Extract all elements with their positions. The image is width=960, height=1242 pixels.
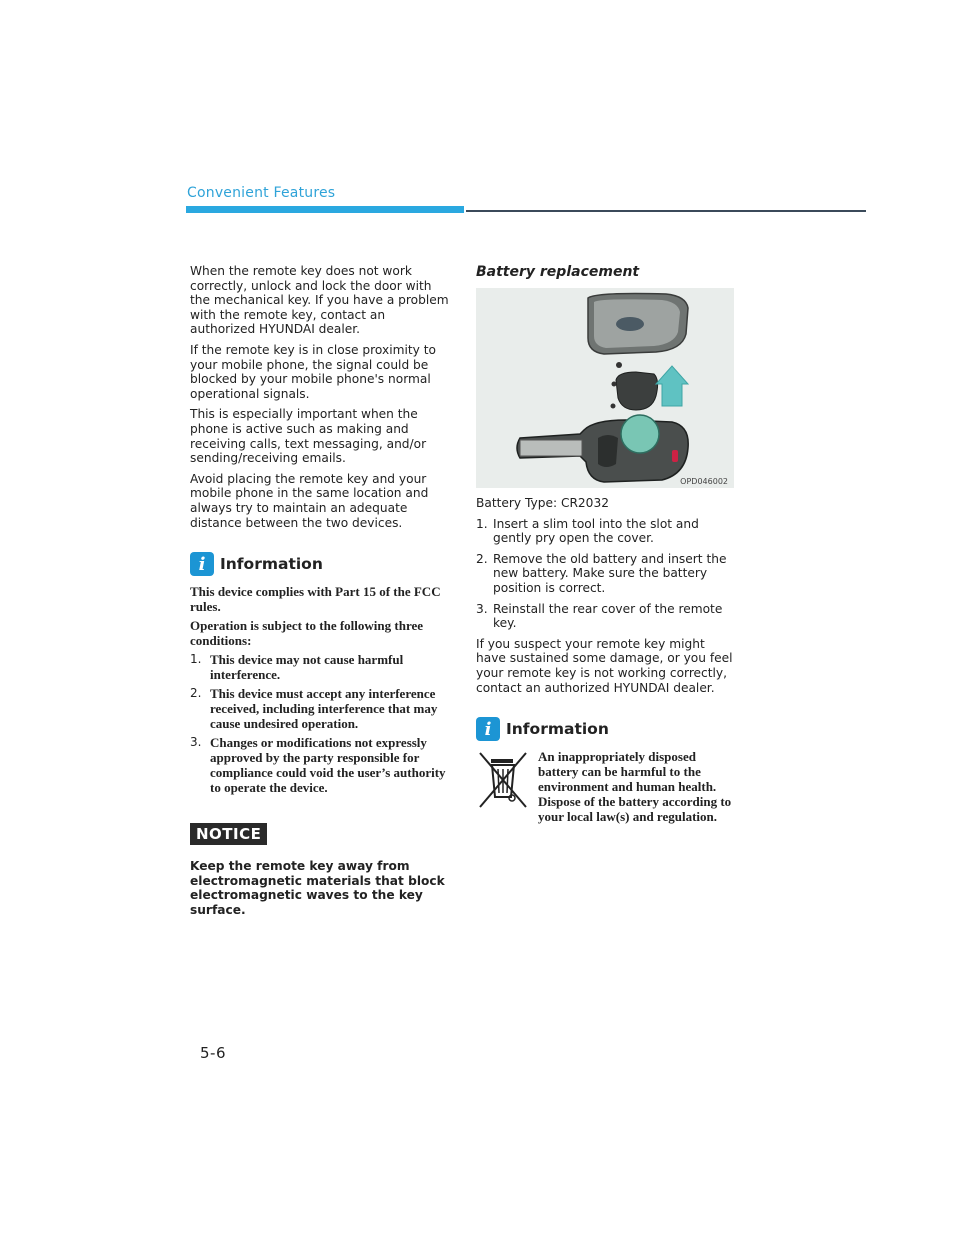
step-number: 3. (476, 601, 488, 616)
page-number: 5-6 (200, 1044, 226, 1062)
header-accent-bar (186, 206, 464, 213)
remote-key-illustration (476, 288, 734, 488)
step-text: Remove the old battery and insert the new battery. Make sure the battery position is correct. (493, 551, 727, 595)
step-number: 1. (476, 516, 488, 531)
list-number: 1. (190, 652, 202, 667)
step-text: Reinstall the rear cover of the remote key. (493, 601, 723, 631)
left-column (190, 264, 452, 917)
list-text: Changes or modifications not expressly approved by the party responsible for compliance could void the user’s authority to operate the device. (210, 735, 446, 796)
battery-type: Battery Type: CR2032 (476, 496, 609, 510)
list-number: 3. (190, 735, 202, 750)
list-item (190, 686, 452, 731)
info-paragraph: This device complies with Part 15 of the FCC rules. (190, 584, 441, 615)
header-rule (466, 210, 866, 212)
battery-replacement-figure (476, 288, 734, 488)
info-title: Information (220, 555, 323, 574)
step-number: 2. (476, 551, 488, 566)
battery-heading: Battery replacement (476, 264, 640, 280)
info-icon: i (476, 717, 500, 741)
paragraph: If the remote key is in close proximity to your mobile phone, the signal could be blocked by your mobile phone's normal operational signals. (190, 342, 436, 401)
crossed-bin-icon (476, 749, 530, 813)
paragraph: When the remote key does not work correctly, unlock and lock the door with the mechanical key. If you have a problem with the remote key, contact an authorized HYUNDAI dealer. (190, 264, 449, 337)
list-number: 2. (190, 686, 202, 701)
paragraph: If you suspect your remote key might have sustained some damage, or you feel your remote key is not working correctly, contact an authorized HYUNDAI dealer. (476, 636, 733, 695)
notice-badge: NOTICE (190, 823, 267, 845)
notice-text: Keep the remote key away from electromagnetic materials that block electromagnetic waves to the key surface. (190, 859, 445, 917)
paragraph: Avoid placing the remote key and your mobile phone in the same location and always try to maintain an adequate distance between the two devices. (190, 471, 429, 530)
step-item (476, 602, 738, 631)
paragraph: This is especially important when the phone is active such as making and receiving calls, text messaging, and/or sending/receiving emails. (190, 407, 427, 466)
info-paragraph: Operation is subject to the following three conditions: (190, 618, 424, 649)
info-heading (476, 717, 738, 741)
right-column (476, 264, 738, 824)
list-item (190, 735, 452, 795)
conditions-list (190, 652, 452, 795)
replacement-steps (476, 517, 738, 631)
info-title: Information (506, 720, 609, 739)
section-title: Convenient Features (187, 185, 336, 201)
list-text: This device may not cause harmful interference. (210, 652, 404, 683)
info-icon: i (190, 552, 214, 576)
disposal-text: An inappropriately disposed battery can be harmful to the environment and human health. Dispose of the battery according to your local law(s) and regulation. (538, 749, 732, 825)
disposal-info (476, 749, 738, 824)
info-body (190, 584, 452, 795)
step-item (476, 552, 738, 596)
list-item (190, 652, 452, 682)
list-text: This device must accept any interference received, including interference that may cause undesired operation. (210, 686, 438, 732)
step-item (476, 517, 738, 546)
info-heading (190, 552, 452, 576)
figure-code: OPD046002 (680, 477, 728, 486)
step-text: Insert a slim tool into the slot and gently pry open the cover. (493, 516, 699, 546)
